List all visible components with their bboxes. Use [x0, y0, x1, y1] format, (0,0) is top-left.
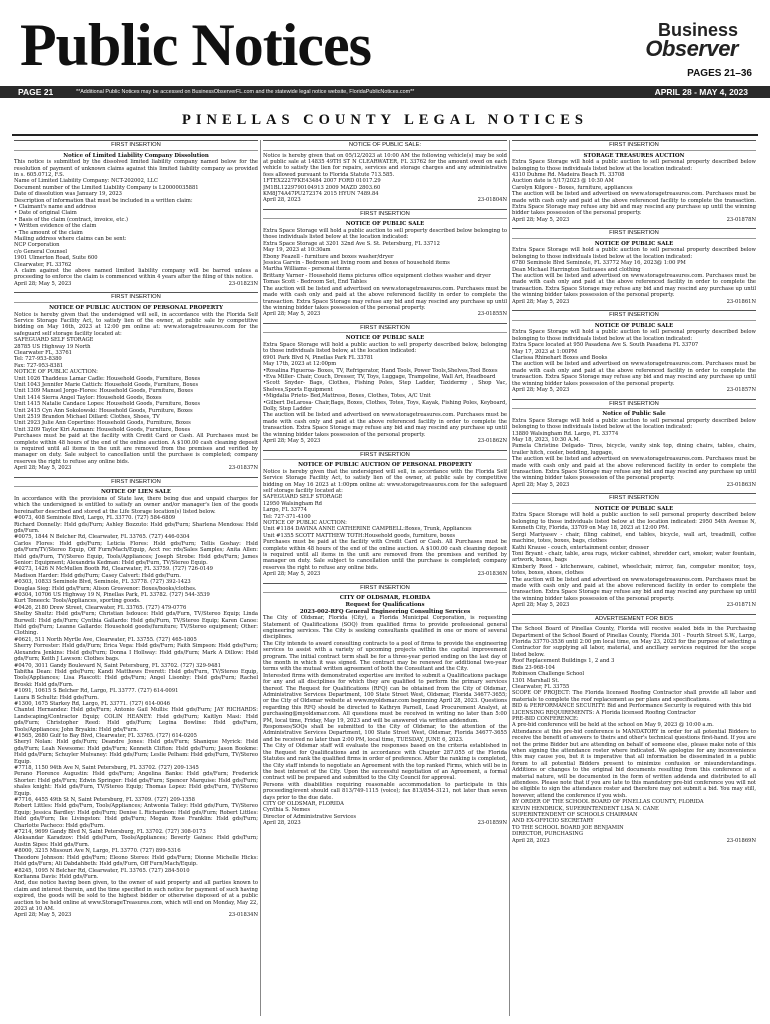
- notice-date: April 28; May 5, 2023: [263, 311, 321, 318]
- page-range: PAGES 21–36: [687, 68, 752, 79]
- notice-title: NOTICE OF PUBLIC SALE: [345, 335, 425, 342]
- notice-title: NOTICE OF PUBLIC AUCTION OF PERSONAL PROPERTY: [49, 304, 223, 311]
- legal-notice: [512, 614, 756, 845]
- notice-body: Extra Space Storage will hold a public auction to sell property described below belonging to those individuals listed below at the location indicated: Extra Space Storage at 3201 32nd Ave S. St. Petersburg, FL 33712 May 19, 2023 at 10:30am Ebony Feazell - furniture and boxes washer/dryer Jessica Garvin - Bedroom set living room and boxes of household items Martha Williams - personal items Brittany Varner - Household items pictures office equipment clothes washer and dryer Tomas Scott - Bedroom Set, End Tables The auction will be listed and advertised on www.storagetreasures.com. Purchases must be made with cash only and paid at the above referenced facility in order to complete the transaction. Extra Space Storage may refuse any bid and may rescind any purchase up until the winning bidder takes possession of the personal property.: [263, 228, 507, 311]
- notice-date: April 28; May 5, 2023: [512, 387, 570, 394]
- notice-id: 23-01859N: [477, 820, 507, 827]
- notice-id: 23-01878N: [726, 216, 756, 223]
- legal-notice: [263, 140, 507, 204]
- notice-footer: [263, 571, 507, 578]
- page-number: PAGE 21: [18, 87, 54, 97]
- notice-header: ADVERTISEMENT FOR BIDS: [512, 616, 756, 625]
- notice-date: April 28; May 5, 2023: [512, 298, 570, 305]
- notice-footer: [14, 281, 258, 288]
- notice-id: 23-01862N: [477, 438, 507, 445]
- legal-notice: [14, 140, 258, 287]
- legal-notice: [263, 323, 507, 445]
- legal-notice: [263, 450, 507, 578]
- notice-body: Notice is hereby given that the undersigned will sell, in accordance with the Florida Self Service Storage Facility Act, to satisfy lien of the owner, at public sale by competitive bidding on May 16th, 2023 at 12:00 pm online at: www.storagetreasures.com for the safeguard self storage facility located at: SAFEGUARD SELF STORAGE 28785 US Highway 19 North Clearwater FL, 33761 Tel: 727-953-8380 Fax: 727-953-8381 NOTICE OF PUBLIC AUCTION: Unit 1026 Thaddeus Lamar Cadle: Household Goods, Furniture, Boxes Unit 1043 Jennifer Marie Cattich: Household Goods, Furniture, Boxes Unit 1309 Manuel Jorge-Flores: Household Goods, Furniture, Boxes Unit 1414 Sierra Angel Taylor: Household Goods, Boxes Unit 1415 Natalie Candace Lopes: Household Goods, Furniture, Boxes Unit 2415 Cyn Ann Sokolowski: Household Goods, Furniture, Boxes Unit 2519 Brandon Michael Dillard: Clothes, Shoes, TV Unit 2923 Julie Ann Copertino: Household Goods, Furniture, Boxes Unit 3209 Taylor Kiri Aumann: Household Goods, Furniture, Boxes Purchases must be paid at the facility with Credit Card or Cash. All Purchases must be complete within 48 hours of the end of the online auction. A $100.00 cash cleaning deposit is required until all items in the unit are removed from the premises and verified by manager on duty. Sale subject to cancellation until the purchase is completed; company reserves the right to refuse any online bids.: [14, 311, 258, 465]
- notice-footer: [512, 482, 756, 489]
- notice-header: FIRST INSERTION: [14, 294, 258, 303]
- section-title: PINELLAS COUNTY LEGAL NOTICES: [182, 112, 588, 128]
- notice-footer: [14, 465, 258, 472]
- notice-header: FIRST INSERTION: [512, 401, 756, 410]
- notice-date: April 28; May 5, 2023: [14, 465, 72, 472]
- notice-footer: [263, 197, 507, 204]
- legal-notice: [263, 583, 507, 827]
- notice-date: April 28, 2023: [512, 837, 550, 844]
- column-divider: [260, 140, 261, 1016]
- notice-footer: [512, 217, 756, 224]
- notice-header: FIRST INSERTION: [263, 585, 507, 594]
- notice-footer: [263, 311, 507, 318]
- notice-id: 23-01857N: [726, 387, 756, 394]
- masthead-title: Public Notices: [20, 12, 371, 78]
- additional-notices-note: **Additional Public Notices may be accessed on BusinessObserverFL.com and the statewide legal notice website, FloridaPublicNotices.com**: [76, 89, 415, 95]
- notice-title: CITY OF OLDSMAR, FLORIDA Request for Qualifications 2023-002-RFQ General Engineering Consulting Services: [299, 595, 471, 615]
- section-rule: [12, 134, 758, 136]
- column-1: [14, 140, 258, 1018]
- notice-date: April 28, 2023: [263, 197, 301, 204]
- notice-body: Extra Space Storage will hold a public auction to sell personal property described below belonging to those individuals listed below at the location indicated: Extra Space located at 950 Pasadena Ave S. South Pasadena FL 33707 May 17, 2023 at 1:00PM Clarissa Rhinehart Boxes and Books The auction will be listed and advertised on www.storagetreasures.com. Purchases must be made with cash only and paid at the above referenced facility in order to complete the transaction. Extra Space Storage may refuse any bid and may rescind any purchase up until the winning bidder takes possession of the personal property.: [512, 329, 756, 387]
- column-2: [263, 140, 507, 1018]
- notice-body: Notice is hereby given that the undersigned will sell, in accordance with the Florida Self Service Storage Facility Act, to satisfy lien of the owner, at public sale by competitive bidding on May 16 2023 at 1:00pm online at: www.storagetreasures.com for the safeguard self storage facility located at: SAFEGUARD SELF STORAGE 12950 Walsingham Rd Largo, FL 33774 Tel: 727-371-4100 NOTICE OF PUBLIC AUCTION: Unit #1184 DAVINA ANNE CATHERINE CAMPBELL:Boxes, Trunk, Appliances Unit #1355 SCOTT MATTHEW TOTH:Household goods, furniture, boxes Purchases must be paid at the facility with Credit Card or Cash. All Purchases must be complete within 48 hours of the end of the online auction. A $100.00 cash cleaning deposit is required until all items in the unit are removed from the premises and verified by manager on duty. Sale subject to cancellation until the purchase is completed; company reserves the right to refuse any online bids.: [263, 468, 507, 571]
- notice-id: 23-01804N: [477, 197, 507, 204]
- notice-body: Extra Space Storage will hold a public auction to sell personal property described below belonging to those individuals listed below at the location indicated: 4310 Duhme Rd. Madeira Beach Fl. 33708 Auction date is 5/17/2023 @ 10:30 AM Carolyn Kilgore - Boxes, furniture, appliances The auction will be listed and advertised on www.storagetreasures.com. Purchases must be made with cash only and paid at the above referenced facility to complete the transaction. Extra Space Storage may refuse any bid and may rescind any purchase up until the winning bidder takes possession of the personal property.: [512, 159, 756, 217]
- notice-title: Notice of Public Sale: [602, 411, 666, 418]
- notice-id: 23-01837N: [228, 465, 258, 472]
- notice-footer: [512, 387, 756, 394]
- notice-id: 23-01823N: [228, 280, 258, 287]
- notice-title: NOTICE OF PUBLIC SALE: [345, 221, 425, 228]
- notice-date: April 28; May 5, 2023: [512, 481, 570, 488]
- notice-id: 23-01869N: [726, 837, 756, 844]
- notice-date: April 28; May 5, 2023: [14, 280, 72, 287]
- header-band: [0, 86, 770, 98]
- notice-id: 23-01871N: [726, 602, 756, 609]
- notice-id: 23-01836N: [477, 571, 507, 578]
- notice-body: Extra Space Storage will hold a public auction to sell personal property described below belonging to those individuals listed below at the location indicated: 13880 Walsingham Rd. Largo, FL 33774 May 18, 2023, 10:30 A.M. Pamela Christine Delgado- Tires, bicycle, vanity sink top, dining chairs, tables, chairs, trailer hitch, cooler, bedding, luggage, The auction will be listed and advertised on www.storagetreasures.com. Purchases must be made with cash only and paid at the above referenced facility in order to complete the transaction. Extra Space Storage may refuse any bid and may rescind any purchase up until the winning bidder takes possession of the personal property.: [512, 417, 756, 482]
- notice-date: April 28, 2023: [263, 820, 301, 827]
- notice-date: April 28; May 5, 2023: [512, 602, 570, 609]
- notice-date: April 28; May 5, 2023: [263, 438, 321, 445]
- masthead: [0, 0, 770, 90]
- notice-id: 23-01855N: [477, 311, 507, 318]
- logo-line-1: Business: [657, 20, 738, 40]
- notice-id: 23-01861N: [726, 298, 756, 305]
- notice-header: FIRST INSERTION: [263, 325, 507, 334]
- business-observer-logo: [645, 22, 738, 59]
- notice-date: April 28; May 5, 2023: [512, 216, 570, 223]
- issue-date: APRIL 28 - MAY 4, 2023: [654, 87, 748, 97]
- notice-header: NOTICE OF PUBLIC SALE:: [263, 142, 507, 151]
- notice-header: FIRST INSERTION: [512, 495, 756, 504]
- notice-title: NOTICE OF PUBLIC AUCTION OF PERSONAL PROPERTY: [298, 462, 472, 469]
- notice-header: FIRST INSERTION: [263, 452, 507, 461]
- legal-notice: [14, 292, 258, 471]
- legal-notice: [512, 399, 756, 489]
- notice-title: NOTICE OF PUBLIC SALE: [594, 322, 674, 329]
- legal-notice: [14, 477, 258, 919]
- legal-notice: [512, 140, 756, 223]
- notice-footer: [512, 299, 756, 306]
- notice-title: STORAGE TREASURES AUCTION: [583, 152, 685, 159]
- logo-line-2: Observer: [645, 36, 738, 61]
- notice-header: FIRST INSERTION: [512, 142, 756, 151]
- notice-id: 23-01834N: [228, 912, 258, 919]
- notice-body: Extra Space Storage will hold a public auction to sell personal property described below belonging to those individuals listed below at the location indicated: 6780 Seminole Blvd Seminole, FL 33772 May 16, 2023@ 1:00 PM Dean Michael Harrington Suitcases and clothing The auction will be listed and advertised on www.storagetreasures.com. Purchases must be made with cash only and paid at the above referenced facility in order to complete the transaction. Extra Space Storage may refuse any bid and may rescind any purchase up until the winning bidder takes possession of the personal property.: [512, 247, 756, 299]
- notice-body: The School Board of Pinellas County, Florida will receive sealed bids in the Purchasing Department of the School Board of Pinellas County, Florida 301 - Fourth Street S.W., Largo, Florida 33770-3536 until 2:00 pm local time, on May 23, 2023 for the purpose of selecting a Contractor for supplying all labor, material, and ancillary services required for the scope listed below. Roof Replacement Buildings 1, 2 and 3 Bids 23-968-104 Robinson Challenge School 1301 Marshall St. Clearwater, FL 33755 SCOPE OF PROJECT: The Florida licensed Roofing Contractor shall provide all labor and materials to complete the roof replacement as per plans and specifications. BID & PERFORMANCE SECURITY: Bid and Performance Security is required with this bid LICENSING REQUIREMENTS: A Florida licensed Roofing Contractor PRE-BID CONFERENCE: A pre-bid conference will be held at the school on May 9, 2023 @ 10:00 a.m. Attendance at this pre-bid conference is MANDATORY in order for all potential Bidders to receive the benefit of answers to theirs and other's technical questions first-hand. If you are not the prime Bidder but are attending on behalf of someone else, please make note of this when signing the attendance roster where indicated. We apologize for any inconvenience this may cause you, but it is imperative that all information be disseminated in a public forum to all potential Bidders present to minimize confusion or misunderstandings. Additions or changes to the original bid documents resulting from this conference of a material nature, will be documented in the form of written addenda and distributed to all attendees. Please note that if you are late to this mandatory pre-bid conference you will not be eligible to sign the attendance roster and therefore may not submit a bid. You may still, however, attend the conference if you wish. BY ORDER OF THE SCHOOL BOARD OF PINELLAS COUNTY, FLORIDA KEVIN HENDRICK, SUPERINTENDENT LISA N. CANE SUPERINTENDENT OF SCHOOLS CHAIRMAN AND EX-OFFICIO SECRETARY TO THE SCHOOL BOARD JOE BENJAMIN DIRECTOR, PURCHASING: [512, 626, 756, 838]
- notice-body: Extra Space Storage will hold a public auction to sell property described below, belonging to those individuals listed below, at the location indicated: 6901 Park Blvd N, Pinellas Park FL 33781 May 17th, 2023 at 12:00pm •Rosalina Figueroa- Boxes, TV, Refrigerator, Hand Tools, Power Tools,Shelves,Tool Boxes •Eva Miller- Chair, Couch, Dresser, TV, Toys, Luggage, Trampoline, Wall Art, Headboard •Scott Snyder- Bags, Clothes, Fishing Poles, Step Ladder, Taxidermy , Shop Vac, Shelves,Sports Equipment •Migdalia Prieto- Bed,Mattress, Boxes, Clothes, Totes, A/C Unit •Gilbert DeLarosa- Chair,Bags, Boxes, Clothes, Totes, Toys, Kayak, Fishing Poles, Keyboard, Dolly, Step Ladder The auction will be listed and advertised on www.storagetreasures.com. Purchases must be made with cash only and paid at the above referenced facility in order to complete the transaction. Extra Space Storage may refuse any bid and may rescind any purchase up until the winning bidder takes possession of the personal property.: [263, 342, 507, 438]
- legal-notice: [512, 228, 756, 305]
- notice-header: FIRST INSERTION: [512, 230, 756, 239]
- notice-footer: [512, 838, 756, 845]
- notice-footer: [14, 912, 258, 919]
- notice-body: In accordance with the provisions of State law, there being due and unpaid charges for which the undersigned is entitled to satisfy an owner and/or manager's lien of the goods hereinafter described and stored at the Life Storage location(s) listed below. #0073, 408 Seminole Blvd, Largo, FL 33770. (727) 584-6809 Richard Donnelly: Hsld gds/Furn; Ashley Bozzuto: Hsld gds/Furn; Sharlena Mendosa: Hsld gds/Furn. #0075, 1844 N Belcher Rd, Clearwater, FL 33765. (727) 446-0304 Carlos Flores: Hsld gds/Furn; Leticia Flores: Hsld gds/Furn; Tellis Goshay: Hsld gds/Furn/TV/Stereo Equip, Off Furn/Mach/Equip, Acct rec rds/Sales Samples; Anita Allen: Hsld gds/Furn, TV/Stereo Equip, Tools/Appliances; Joseph Strobe: Hsld gds/Furn; James Senior: Equipment; Alexandria Kedman: Hsld gds/Furn, TV/Stereo Equip. #0273, 1426 N McMullen Booth Rd, Clearwater, FL 33759. (727) 726-0149 Madison Harder: Hsld gds/Furn; Casey Calvert: Hsld gds/Furn. #0303, 10833 Seminole Blvd, Seminole, FL 33778. (727) 392-1423 Douglas Sieg: Hsld gds/Furn; Alison Grosvenor: Boxes/books/clothes. #0304, 10706 US Highway 19 N, Pinellas Park, FL 33782. (727) 544-3539 Kurt Toneeck: Tools/Appliances, sporting goods. #0426, 2180 Drew Street, Clearwater, FL 33765. (727) 479-0776 Shelby Shultz: Hsld gds/Furn; Christian Isdouce: Hsld gds/Furn, TV/Stereo Equip; Linda Burwell: Hsld gds/Furn; Cynthia Gallardo: Hsld gds/Furn, TV/Stereo Equip; Karen Canoe: Hsld gds/Furn; Leanne Gallardo: Household goods/furniture; TV/Stereo equipment; Other: Clothing. #0621, 511 North Myrtle Ave, Clearwater, FL 33755. (727) 465-1805 Sherry Forrester: Hsld gds/Furn; Erica Vega: Hsld gds/Furn; Faith Simpson: Hsld gds/Furn; Alexandra Jenkins: Hsld gds/Furn; Donna I Hollway: Hsld gds/Furn; Mark A Dillow: Hsld gds/Furn; Keith J Lawson: Clothes bags. #0470, 3011 Gandy Boulevard N, Saint Petersburg, FL 33702. (727) 329-9481 Tabitha Dean: Hsld gds/Furn; Kandi Matthews Everett: Hsld gds/Furn, TV/Stereo Equip, Tools/Appliances; Lisa Plascott: Hsld gds/Furn; Angel Lisonby: Hsld gds/Furn; Rachel Broski: Hsld gds/Furn. #1091, 10615 S Belcher Rd, Largo, FL 33777. (727) 614-0091 Laura B Schultz: Hsld gds/Furn. #1300, 1675 Starkey Rd, Largo, FL 33771. (727) 614-0046 Chantel Hernandez: Hsld gds/Furn; Antonio Gail Mullis: Hsld gds/Furn; JAY RICHARDS: Landscaping/Contractor Equip; COLIN HEANEY: Hsld gds/Furn; Kaitlyn Masi: Hsld gds/Furn; Christopher Reed: Hsld gds/Furn; Legina Bowline: Hsld gds/Furn, Tools/Appliances; John Bryakin: Hsld gds/Furn. #1565, 2680 Gulf to Bay Blvd, Clearwater, FL 33765. (727) 614-0205 Sheryl Nolan: Hsld gds/Furn; Deandre Jones: Hsld gds/Furn; Shanique Myrick: Hsld gds/Furn; Leah Newsome: Hsld gds/Furn; Kenneth Clifton: Hsld gds/Furn; Jason Bookme: Hsld gds/Furn; Schuyler Mulvaney: Hsld gds/Furn; Leslie Pelham: Hsld gds/Furn, TV/Stereo Equip. #7718, 1150 94th Ave N, Saint Petersburg, FL 33702. (727) 209-1345 Perano Florence Augustin: Hsld gds/Furn; Angelina Banks: Hsld gds/Furn; Frederick Shorter: Hsld gds/Furn; Edwin Springer: Hsld gds/Furn; Spencer Marquise: Hsld gds/Furn; shales knight: Hsld gds/Furn, TV/Stereo Equip; Thomas Lopez: Hsld gds/Furn, TV/Stereo Equip. #7716, 4455 49th St N, Saint Petersburg, FL 33709. (727) 209-1358 Robert Littles: Hsld gds/Furn, Tools/Appliances; Antwonia Tailey: Hsld gds/Furn, TV/Stereo Equip; Jessica Bardley: Hsld gds/Furn; Denise L Richardson: Hsld gds/Furn; Robert Littles: Hsld gds/Furn; Ike Livingston: Hsld gds/Furn; Megan Rose Franklin: Hsld gds/Furn; Charlotte Pacheco: Hsld gds/Furn. #7214, 9699 Gandy Blvd N, Saint Petersburg, FL 33702. (727) 308-0173 Aleksandar Karadzov: Hsld gds/Furn, Tools/Appliances; Beverly Gaines: Hsld gds/Furn; Austin Sipes: Hsld gds/Furn. #8000, 3215 Missouri Ave N, Largo, FL 33770. (727) 899-5316 Theodore Johnson: Hsld gds/Furn; Eleono Stereo: Hsld gds/Furn; Dionne Michelle Hicks: Hsld gds/Furn; Ali Dabdahbeth: Hsld gds/Furn, Off Furn/Mach/Equip. #8245, 1095 N Belcher Rd, Clearwater, FL 33765. (727) 284-5010 Korlianna Davis: Hsld gds/Furn. And, due notice having been given, to the owner of said property and all parties known to claim and interest therein, and the time specified in such notice for payment of such having expired, the goods will be sold to the highest bidder or otherwise disposed of at a public auction to be held online at www.StorageTreasures.com, which will end on Monday, May 22, 2023 at 10 AM.: [14, 495, 258, 912]
- notice-body: The City of Oldsmar, Florida (City), a Florida Municipal Corporation, is requesting Statement of Qualifications (SOQ) from qualified firms to provide professional general engineering services. The City is seeking consultants qualified in one or more of several disciplines. The City intends to award consulting contracts to a pool of firms to provide the engineering services to assist with a variety of upcoming projects within the capital improvement program. The initial contract term shall be for a three-year period ending on the last day of the month in which it was signed. The contract may be renewed for additional two-year terms with the mutual written agreement of both the Consultant and the City. Interested firms with demonstrated expertise are invited to submit a Qualifications package for any and all disciplines for which they are qualified to perform the primary services thereof. The Request for Qualifications (RFQ) can be obtained from the City of Oldsmar, Administrative Services Department, 100 State Street West, Oldsmar, Florida 34677-3655; or the City of Oldsmar website at www.myoldsmar.com beginning April 28, 2023. Questions regarding this RFQ should be directed to Kathryn Parnell, Lead Procurement Analyst, at purchasing@myoldsmar.com. All questions must be received in writing no later than 5:00 PM, local time, Friday, May 19, 2023 and will be answered via written addendum. Responses/SOQs shall be submitted to the City of Oldsmar, to the attention of the Administrative Services Department, 100 State Street West, Oldsmar, Florida 34677-3655 and be received no later than 2:00 PM, local time, TUESDAY, JUNE 6, 2023. The City of Oldsmar staff will evaluate the responses based on the criteria established in the Request for Qualifications and in accordance with Chapter 287.055 of the Florida Statutes and rank the qualified firms in order of preference. After the ranking is completed, the City staff intends to negotiate an Agreement with the top ranked Firms, which will be in the best interest of the City. Upon the successful negotiation of an Agreement, a formal contract will be prepared and submitted to the City Council for approval. Persons with disabilities requiring reasonable accommodation to participate in this proceeding/event should call 813/749-1115 (voice); fax 813/854-3121, not later than seven days prior to the due date. CITY OF OLDSMAR, FLORIDA Cynthia S. Nemes Director of Administrative Services: [263, 615, 507, 820]
- notice-footer: [512, 602, 756, 609]
- notice-id: 23-01863N: [726, 481, 756, 488]
- notice-body: Extra Space Storage will hold a public auction to sell personal property described below belonging to those individuals listed below at the location indicated: 2950 54th Avenue N, Kenneth City, Florida, 33709 on May 18, 2023 at 12:00 PM. Sergi Mariyasev - chair, filing cabinet, end tables, bicycle, wall art, treadmill, coffee machine, totes, boxes, bags, clothes Kathi Krause - couch, entertainment center, dresser Toni Bryant - chair, table, area rugs, wicker cabinet, shredder cart, smoker, water fountain, artwork, boxes, bags Kimberly Reed - kitchenware, cabinet, wheelchair, mirror, fan, computer monitor, toys, totes, boxes, shoes, clothes The auction will be listed and advertised on www.storagetreasures.com. Purchases must be made with cash only and paid at the above referenced facility in order to complete the transaction. Extra Space Storage may refuse any bid and may rescind any purchase up until the winning bidder takes possession of the personal property.: [512, 512, 756, 602]
- legal-notice: [512, 310, 756, 393]
- notice-body: Notice is hereby given that on 05/12/2023 at 10:00 AM the following vehicle(s) may be sold at public sale at 14835 49TH ST N CLEARWATER, FL 33762 for the amount owed on each vehicle to satisfy the lien for repairs, services and storage charges and any administrative fees allowed pursuant to Florida Statute 713.585. 1FTEX2227FKE43484 2007 FORD 01017.29 JM1BL1229790104913 2009 MAZD 2803.60 KM8J74A47PU272374 2015 HYUN 7489.84: [263, 152, 507, 197]
- notice-header: FIRST INSERTION: [14, 142, 258, 151]
- notice-date: April 28; May 5, 2023: [263, 571, 321, 578]
- legal-notice: [512, 493, 756, 608]
- column-divider: [509, 140, 510, 1016]
- notice-body: This notice is submitted by the dissolved limited liability company named below for the resolution of payment of unknown claims against this limited liability company as provided in s. 605.0712, F.S. Name of Limited Liability Company: NCT-202002, LLC Document number of the Limited Liability Company is L20000035881 Date of dissolution was January 19, 2023 Description of information that must be included in a written claim: • Claimant's name and address • Date of original Claim • Basis of the claim (contract, invoice, etc.) • Written evidence of the claim • The amount of the claim Mailing address where claims can be sent: NCP Corporation c/o General Counsel 1901 Ulmerton Road, Suite 600 Clearwater, FL 33762 A claim against the above named limited liability company will be barred unless a proceeding to enforce the claim is commenced within 4 years after the filing of this notice.: [14, 159, 258, 281]
- notice-header: FIRST INSERTION: [14, 479, 258, 488]
- notice-title: NOTICE OF PUBLIC SALE: [594, 505, 674, 512]
- column-3: [512, 140, 756, 1018]
- notice-footer: [263, 438, 507, 445]
- notice-header: FIRST INSERTION: [263, 211, 507, 220]
- notice-title: NOTICE OF LIEN SALE: [100, 489, 172, 496]
- notice-header: FIRST INSERTION: [512, 312, 756, 321]
- notice-footer: [263, 820, 507, 827]
- notice-title: NOTICE OF PUBLIC SALE: [594, 240, 674, 247]
- notice-date: April 28; May 5, 2023: [14, 912, 72, 919]
- notice-title: Notice of Limited Liability Company Dissolution: [63, 152, 209, 159]
- legal-notice: [263, 209, 507, 318]
